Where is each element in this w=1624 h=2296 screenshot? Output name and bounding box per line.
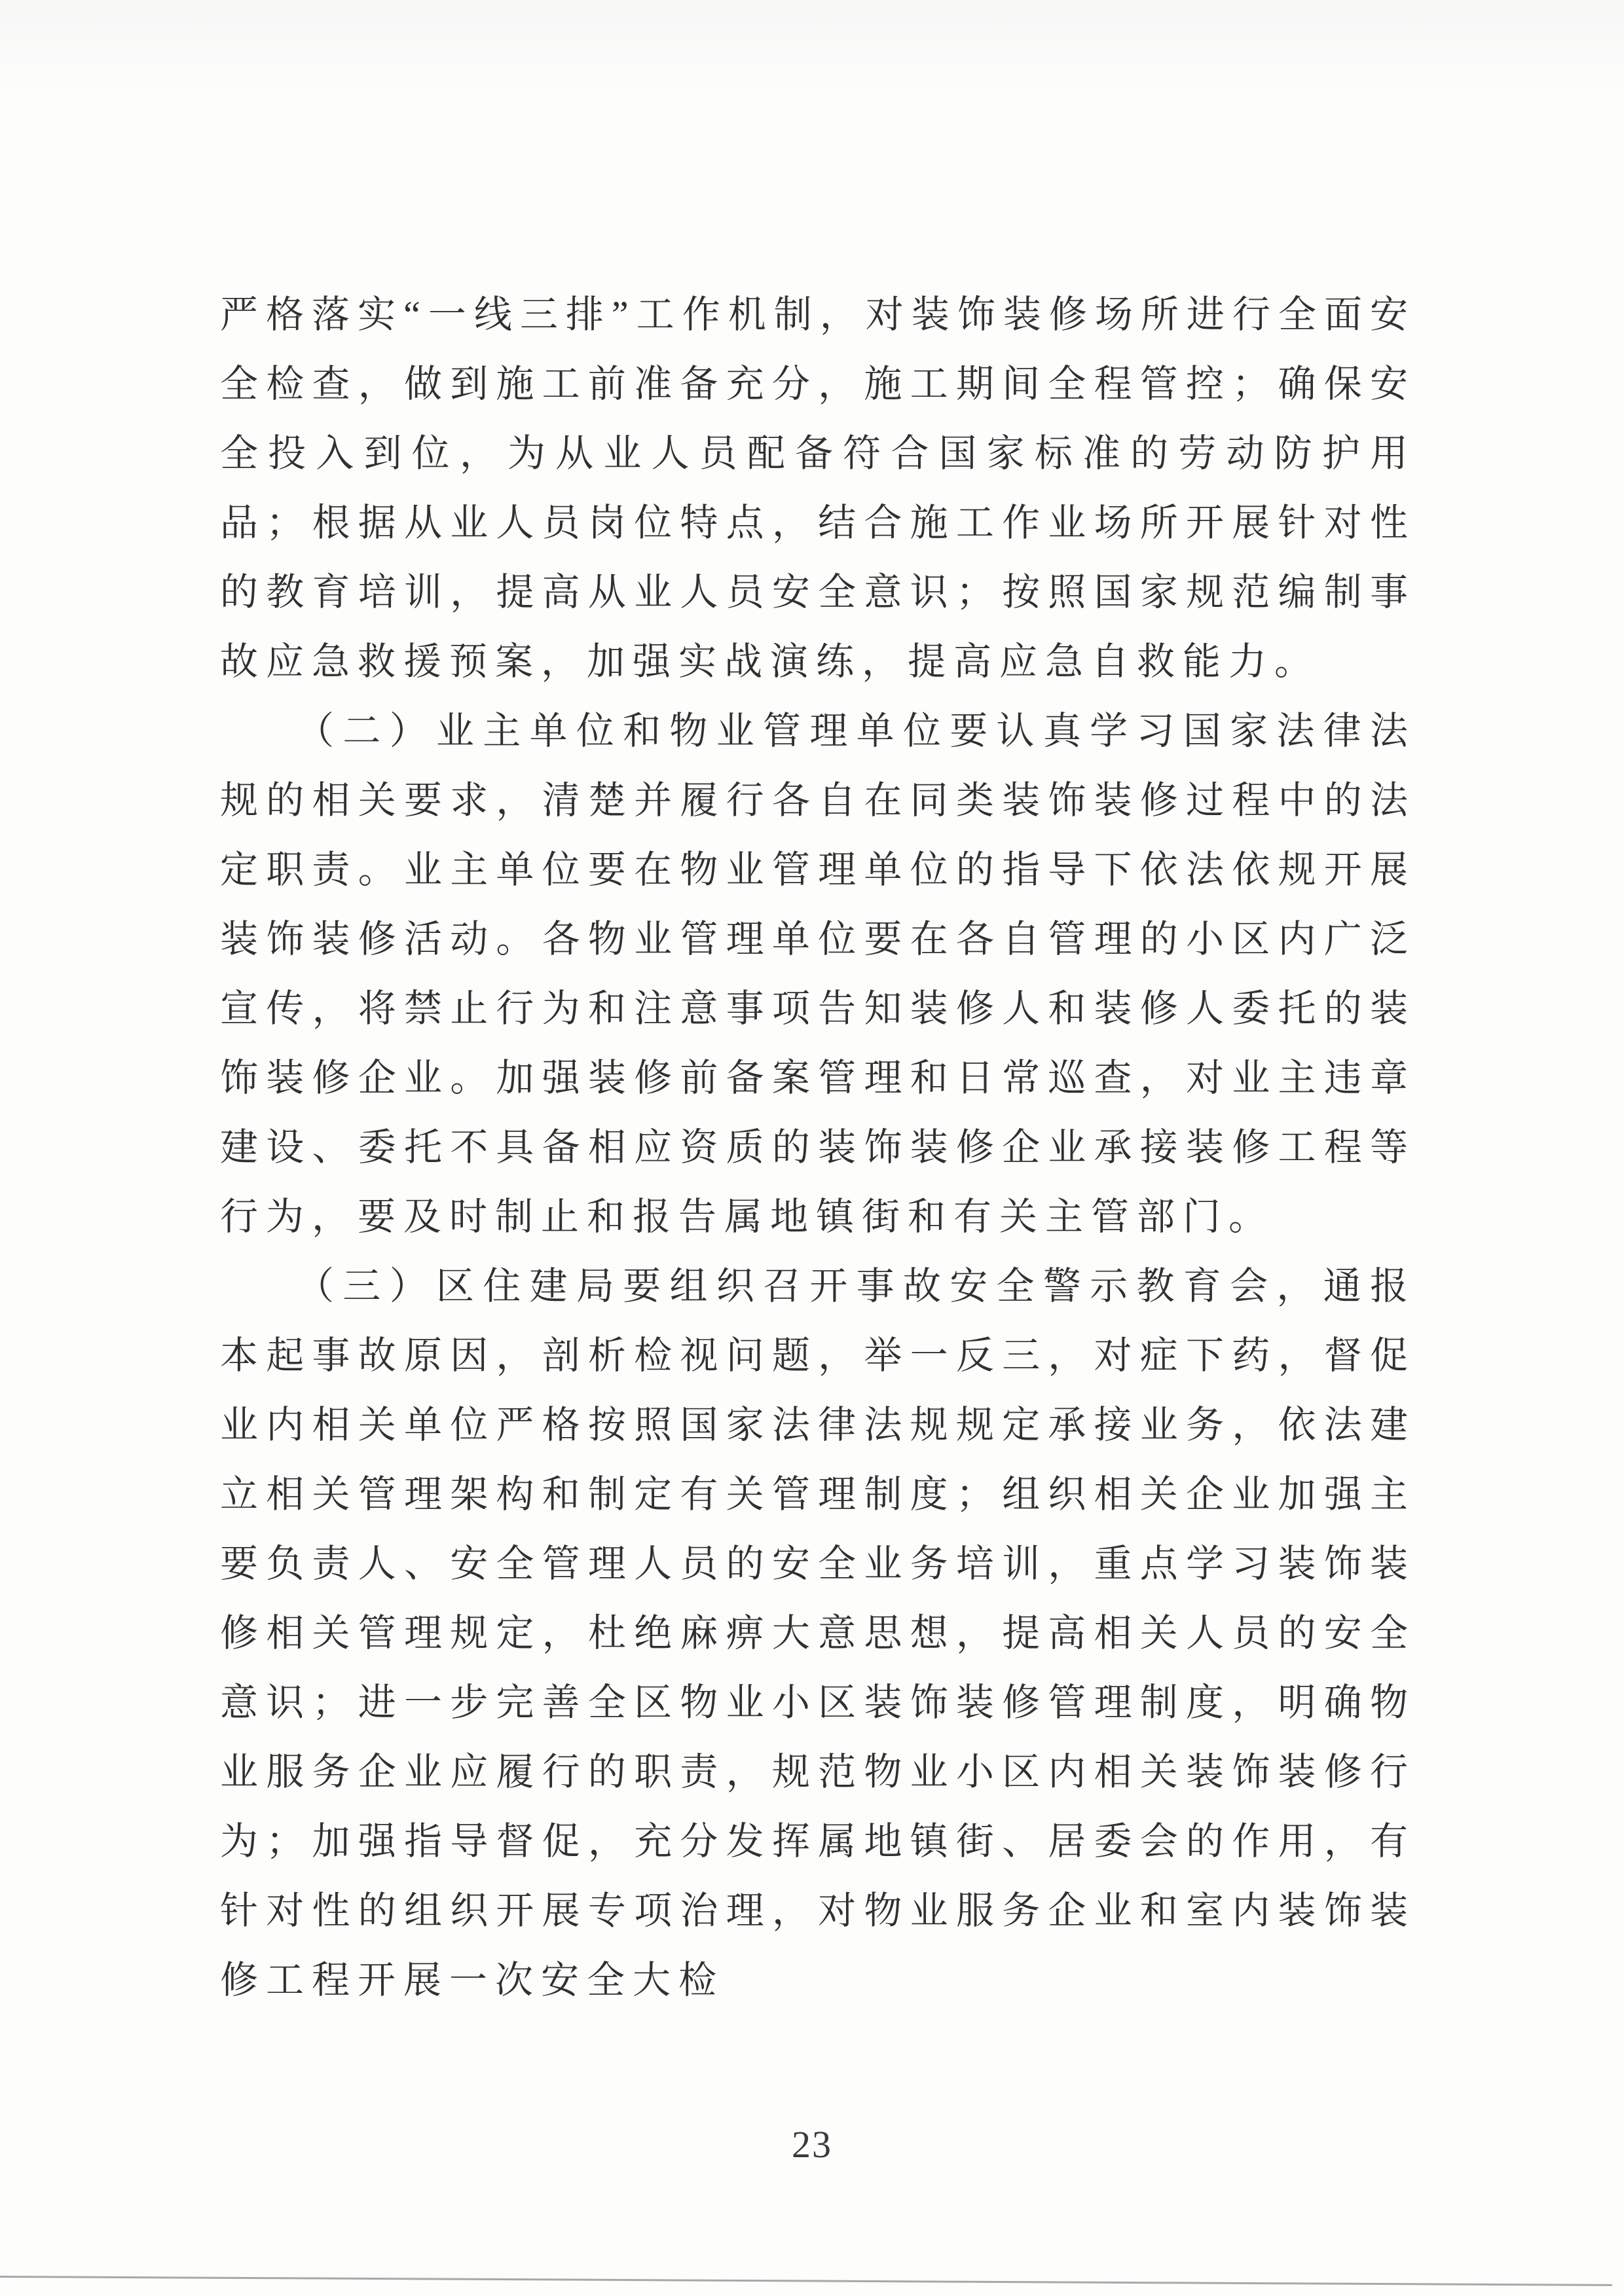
paragraph-item-3: （三）区住建局要组织召开事故安全警示教育会，通报本起事故原因，剖析检视问题，举一反三，对症下药，督促业内相关单位严格按照国家法律法规规定承接业务，依法建立相关管理架构和制定有关管理制度；组织相关企业加强主要负责人、安全管理人员的安全业务培训，重点学习装饰装修相关管理规定，杜绝麻痹大意思想，提高相关人员的安全意识；进一步完善全区物业小区装饰装修管理制度，明确物业服务企业应履行的职责，规范物业小区内相关装饰装修行为；加强指导督促，充分发挥属地镇街、居委会的作用，有针对性的组织开展专项治理，对物业服务企业和室内装饰装修工程开展一次安全大检	[220, 1265, 1416, 2001]
document-body	[220, 280, 1416, 2015]
page-number: 23	[792, 2123, 832, 2166]
paragraph-item-2: （二）业主单位和物业管理单位要认真学习国家法律法规的相关要求，清楚并履行各自在同类装饰装修过程中的法定职责。业主单位要在物业管理单位的指导下依法依规开展装饰装修活动。各物业管理单位要在各自管理的小区内广泛宣传，将禁止行为和注意事项告知装修人和装修人委托的装饰装修企业。加强装修前备案管理和日常巡查，对业主违章建设、委托不具备相应资质的装饰装修企业承接装修工程等行为，要及时制止和报告属地镇街和有关主管部门。	[220, 710, 1416, 1238]
paragraph-continuation: 严格落实“一线三排”工作机制，对装饰装修场所进行全面安全检查，做到施工前准备充分，施工期间全程管控；确保安全投入到位，为从业人员配备符合国家标准的劳动防护用品；根据从业人员岗位特点，结合施工作业场所开展针对性的教育培训，提高从业人员安全意识；按照国家规范编制事故应急救援预案，加强实战演练，提高应急自救能力。	[220, 293, 1416, 683]
scan-edge-line	[0, 2276, 1612, 2286]
